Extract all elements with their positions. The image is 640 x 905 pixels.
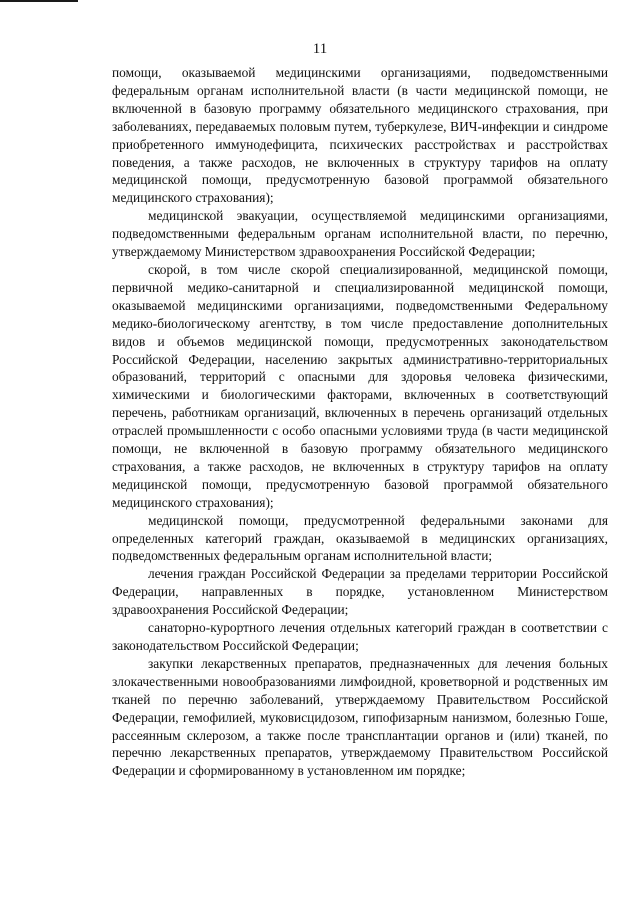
paragraph-treatment-abroad: лечения граждан Российской Федерации за пределами территории Российской Федерации, направленных в порядке, установленном Министерством здравоохранения Российской Федерации; <box>112 566 608 618</box>
paragraph-medical-evacuation: медицинской эвакуации, осуществляемой медицинскими организациями, подведомственными федеральным органам исполнительной власти, по перечню, утверждаемому Министерством здравоохранения Российской Федерации; <box>112 208 608 260</box>
page-number: 11 <box>312 41 328 57</box>
paragraph-sanatorium-treatment: санаторно-курортного лечения отдельных категорий граждан в соответствии с законодательством Российской Федерации; <box>112 620 608 653</box>
scan-corner-mark <box>0 0 78 2</box>
document-body <box>112 64 608 780</box>
paragraph-emergency-care: скорой, в том числе скорой специализированной, медицинской помощи, первичной медико-санитарной и специализированной медицинской помощи, оказываемой медицинскими организациями, подведомственными Федеральному медико-биологическому агентству, в том числе предоставление дополнительных видов и объемов медицинской помощи, предусмотренных законодательством Российской Федерации, населению закрытых административно-территориальных образований, территорий с опасными для здоровья человека физическими, химическими и биологическими факторами, включенных в соответствующий перечень, работникам организаций, включенных в перечень организаций отдельных отраслей промышленности с особо опасными условиями труда (в части медицинской помощи, не включенной в базовую программу обязательного медицинского страхования, а также расходов, не включенных в структуру тарифов на оплату медицинской помощи, предусмотренную базовой программой обязательного медицинского страхования); <box>112 261 608 510</box>
paragraph-federal-law-care: медицинской помощи, предусмотренной федеральными законами для определенных категорий граждан, оказываемой в медицинских организациях, подведомственных федеральным органам исполнительной власти; <box>112 512 608 564</box>
paragraph-continued: помощи, оказываемой медицинскими организациями, подведомственными федеральным органам исполнительной власти (в части медицинской помощи, не включенной в базовую программу обязательного медицинского страхования, при заболеваниях, передаваемых половым путем, туберкулезе, ВИЧ-инфекции и синдроме приобретенного иммунодефицита, психических расстройствах и расстройствах поведения, а также расходов, не включенных в структуру тарифов на оплату медицинской помощи, предусмотренную базовой программой обязательного медицинского страхования); <box>112 65 608 206</box>
paragraph-drug-procurement: закупки лекарственных препаратов, предназначенных для лечения больных злокачественными новообразованиями лимфоидной, кроветворной и родственных им тканей по перечню заболеваний, утверждаемому Правительством Российской Федерации, гемофилией, муковисцидозом, гипофизарным нанизмом, болезнью Гоше, рассеянным склерозом, а также после трансплантации органов и (или) тканей, по перечню лекарственных препаратов, утверждаемому Правительством Российской Федерации и сформированному в установленном им порядке; <box>112 655 608 779</box>
